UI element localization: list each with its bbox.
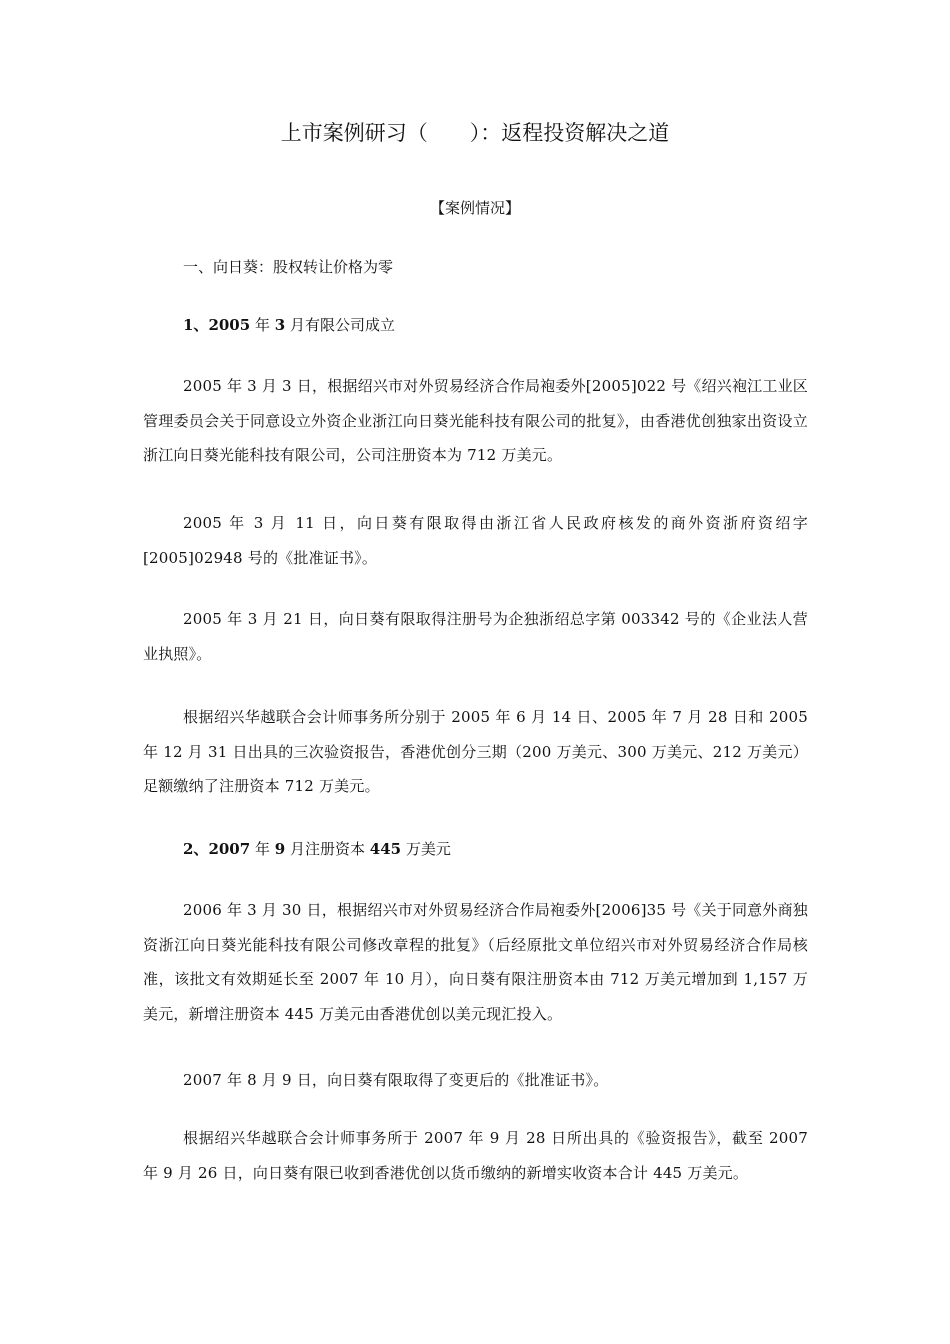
subheading-2-year: 2007: [208, 840, 251, 858]
paragraph-6: 2007 年 8 月 9 日，向日葵有限取得了变更后的《批准证书》。: [183, 1071, 609, 1089]
subheading-1-num: 1、: [183, 316, 209, 334]
subheading-2-num: 2、: [183, 840, 209, 858]
subheading-2: [183, 838, 803, 860]
section-label: 【案例情况】: [429, 199, 520, 217]
subheading-1-year: 2005: [208, 316, 251, 334]
subheading-2-month: 9: [274, 840, 286, 858]
subheading-1-text2: 月有限公司成立: [289, 316, 395, 334]
part1-heading: 一、向日葵：股权转让价格为零: [183, 258, 394, 276]
subheading-2-text3: 万美元: [405, 840, 451, 858]
subheading-2-text2: 月注册资本: [289, 840, 365, 858]
paragraph-4: 根据绍兴华越联合会计师事务所分别于 2005 年 6 月 14 日、2005 年 7 月 28 日和 2005 年 12 月 31 日出具的三次验资报告，香港优创分三期（200 万美元、300 万美元、212 万美元）足额缴纳了注册资本 712 万美元。: [143, 708, 808, 795]
paragraph-3: 2005 年 3 月 21 日，向日葵有限取得注册号为企独浙绍总字第 003342 号的《企业法人营业执照》。: [143, 610, 808, 663]
paragraph-1: 2005 年 3 月 3 日，根据绍兴市对外贸易经济合作局袍委外[2005]022 号《绍兴袍江工业区管理委员会关于同意设立外资企业浙江向日葵光能科技有限公司的批复》，由香港优创独家出资设立浙江向日葵光能科技有限公司，公司注册资本为 712 万美元。: [143, 377, 808, 464]
subheading-1-month: 3: [274, 316, 286, 334]
paragraph-2: 2005 年 3 月 11 日，向日葵有限取得由浙江省人民政府核发的商外资浙府资绍字[2005]02948 号的《批准证书》。: [143, 514, 808, 567]
document-title: 上市案例研习（ ）：返程投资解决之道: [280, 121, 670, 145]
subheading-1-text1: 年: [254, 316, 270, 334]
subheading-2-text1: 年: [254, 840, 270, 858]
subheading-1: [183, 314, 803, 336]
subheading-2-amount: 445: [369, 840, 402, 858]
paragraph-5: 2006 年 3 月 30 日，根据绍兴市对外贸易经济合作局袍委外[2006]35 号《关于同意外商独资浙江向日葵光能科技有限公司修改章程的批复》（后经原批文单位绍兴市对外贸易经济合作局核准，该批文有效期延长至 2007 年 10 月），向日葵有限注册资本由 712 万美元增加到 1,157 万美元，新增注册资本 445 万美元由香港优创以美元现汇投入。: [143, 901, 808, 1023]
paragraph-7: 根据绍兴华越联合会计师事务所于 2007 年 9 月 28 日所出具的《验资报告》，截至 2007 年 9 月 26 日，向日葵有限已收到香港优创以货币缴纳的新增实收资本合计 445 万美元。: [143, 1129, 808, 1182]
